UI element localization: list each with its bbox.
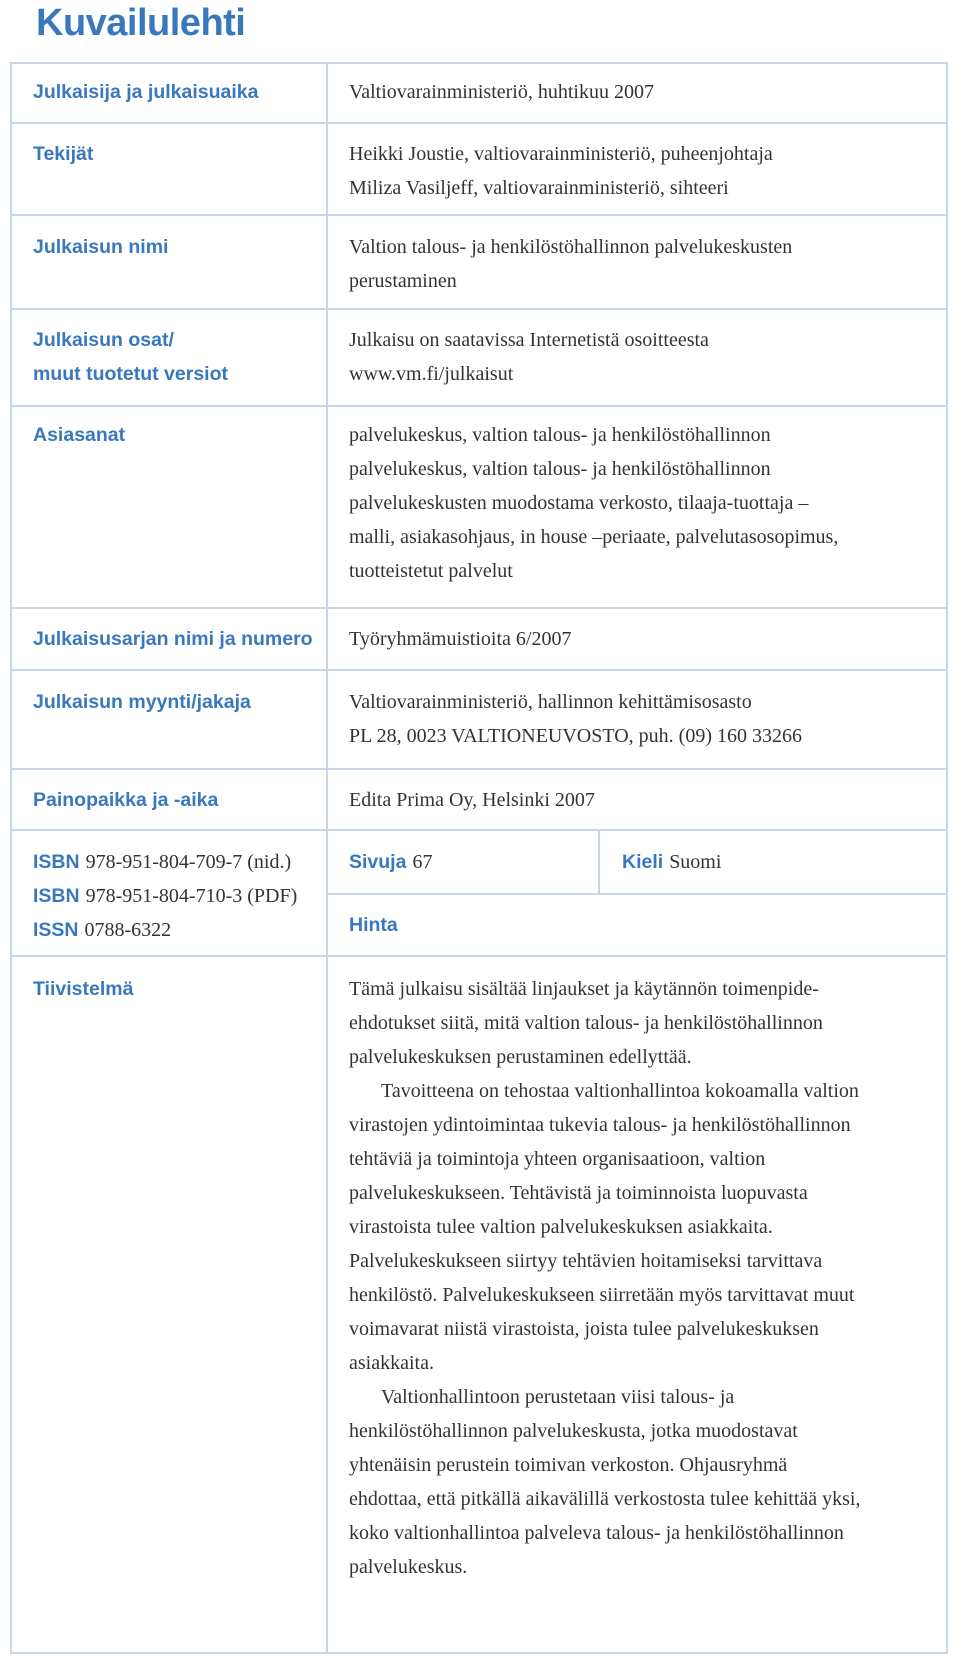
publication-name-line: Valtion talous- ja henkilöstöhallinnon palvelukeskusten <box>349 236 793 258</box>
summary-line: ehdotukset siitä, mitä valtion talous- ja henkilöstöhallinnon <box>349 1012 823 1034</box>
page-title: Kuvailulehti <box>36 2 246 44</box>
author-line: Heikki Joustie, valtiovarainministeriö, puheenjohtaja <box>349 143 773 165</box>
parts-label-line: Julkaisun osat/ <box>33 329 174 351</box>
parts-line: Julkaisu on saatavissa Internetistä osoitteesta <box>349 329 709 351</box>
summary-paragraph <box>349 1074 909 1380</box>
row-divider <box>10 214 948 216</box>
summary-line: henkilöstö. Palvelukeskukseen siirretään myös tarvittavat muut <box>349 1284 855 1306</box>
publication-name-label: Julkaisun nimi <box>33 236 169 258</box>
row-divider <box>10 308 948 310</box>
sales-label: Julkaisun myynti/jakaja <box>33 691 251 713</box>
row-divider <box>326 893 948 895</box>
isbn-label: ISBN <box>33 885 80 907</box>
sales-line: PL 28, 0023 VALTIONEUVOSTO, puh. (09) 160 33266 <box>349 725 802 747</box>
summary-line: Tavoitteena on tehostaa valtionhallintoa kokoamalla valtion <box>381 1080 859 1102</box>
row-divider <box>10 607 948 609</box>
summary-line: virastojen ydintoimintaa tukevia talous- ja henkilöstöhallinnon <box>349 1114 851 1136</box>
parts-value <box>349 323 709 391</box>
language-cell <box>622 845 721 879</box>
publication-url[interactable]: www.vm.fi/julkaisut <box>349 363 514 385</box>
parts-label-line: muut tuotetut versiot <box>33 363 228 385</box>
summary-line: Palvelukeskukseen siirtyy tehtävien hoitamiseksi tarvittava <box>349 1250 823 1272</box>
summary-line: koko valtionhallintoa palveleva talous- ja henkilöstöhallinnon <box>349 1522 844 1544</box>
summary-text <box>349 972 909 1584</box>
keywords-line: tuotteistetut palvelut <box>349 560 513 582</box>
row-divider <box>10 669 948 671</box>
summary-line: palvelukeskukseen. Tehtävistä ja toiminnoista luopuvasta <box>349 1182 808 1204</box>
language-value: Suomi <box>669 851 722 873</box>
summary-paragraph <box>349 1380 909 1584</box>
pages-cell <box>349 845 432 879</box>
keywords-value <box>349 418 838 588</box>
row-divider <box>10 122 948 124</box>
keywords-label: Asiasanat <box>33 424 126 446</box>
isbn-value: 978-951-804-710-3 (PDF) <box>85 885 298 907</box>
summary-line: virastoista tulee valtion palvelukeskuksen asiakkaita. <box>349 1216 773 1238</box>
keywords-line: palvelukeskus, valtion talous- ja henkilöstöhallinnon <box>349 458 771 480</box>
summary-line: asiakkaita. <box>349 1352 434 1374</box>
column-divider <box>598 829 600 893</box>
keywords-line: palvelukeskusten muodostama verkosto, tilaaja-tuottaja – <box>349 492 809 514</box>
issn <box>33 913 297 947</box>
summary-paragraph <box>349 972 909 1074</box>
publisher-label: Julkaisija ja julkaisuaika <box>33 81 259 103</box>
authors-value <box>349 137 773 205</box>
parts-label <box>33 323 228 391</box>
language-label: Kieli <box>622 851 664 873</box>
summary-line: Valtionhallintoon perustetaan viisi talous- ja <box>381 1386 735 1408</box>
summary-line: tehtäviä ja toimintoja yhteen organisaatioon, valtion <box>349 1148 766 1170</box>
keywords-line: palvelukeskus, valtion talous- ja henkilöstöhallinnon <box>349 424 771 446</box>
isbn-pdf <box>33 879 297 913</box>
summary-line: yhtenäisin perustein toimivan verkoston. Ohjausryhmä <box>349 1454 788 1476</box>
row-divider <box>10 768 948 770</box>
author-line: Miliza Vasiljeff, valtiovarainministeriö, sihteeri <box>349 177 729 199</box>
price-cell <box>349 908 404 942</box>
issn-value: 0788-6322 <box>84 919 172 941</box>
issn-label: ISSN <box>33 919 79 941</box>
series-value: Työryhmämuistioita 6/2007 <box>349 628 572 650</box>
publication-name-line: perustaminen <box>349 270 457 292</box>
summary-label: Tiivistelmä <box>33 978 134 1000</box>
summary-line: Tämä julkaisu sisältää linjaukset ja käytännön toimenpide- <box>349 978 819 1000</box>
row-divider <box>10 955 948 957</box>
pages-label: Sivuja <box>349 851 407 873</box>
keywords-line: malli, asiakasohjaus, in house –periaate, palvelutasosopimus, <box>349 526 839 548</box>
pages-value: 67 <box>412 851 433 873</box>
isbn-print <box>33 845 297 879</box>
sales-line: Valtiovarainministeriö, hallinnon kehittämisosasto <box>349 691 752 713</box>
row-divider <box>10 405 948 407</box>
printing-label: Painopaikka ja -aika <box>33 789 219 811</box>
summary-line: palvelukeskus. <box>349 1556 468 1578</box>
summary-line: palvelukeskuksen perustaminen edellyttää. <box>349 1046 692 1068</box>
publisher-value: Valtiovarainministeriö, huhtikuu 2007 <box>349 81 654 103</box>
printing-value: Edita Prima Oy, Helsinki 2007 <box>349 789 595 811</box>
price-label: Hinta <box>349 914 398 936</box>
identifiers-block <box>33 845 297 947</box>
summary-line: voimavarat niistä virastoista, joista tulee palvelukeskuksen <box>349 1318 819 1340</box>
series-label: Julkaisusarjan nimi ja numero <box>33 628 313 650</box>
authors-label: Tekijät <box>33 143 94 165</box>
publication-name-value <box>349 230 792 298</box>
isbn-label: ISBN <box>33 851 80 873</box>
row-divider <box>10 829 948 831</box>
sales-value <box>349 685 802 753</box>
summary-line: henkilöstöhallinnon palvelukeskusta, jotka muodostavat <box>349 1420 798 1442</box>
summary-line: ehdottaa, että pitkällä aikavälillä verkostosta tulee kehittää yksi, <box>349 1488 861 1510</box>
column-divider <box>326 62 328 1654</box>
isbn-value: 978-951-804-709-7 (nid.) <box>85 851 292 873</box>
